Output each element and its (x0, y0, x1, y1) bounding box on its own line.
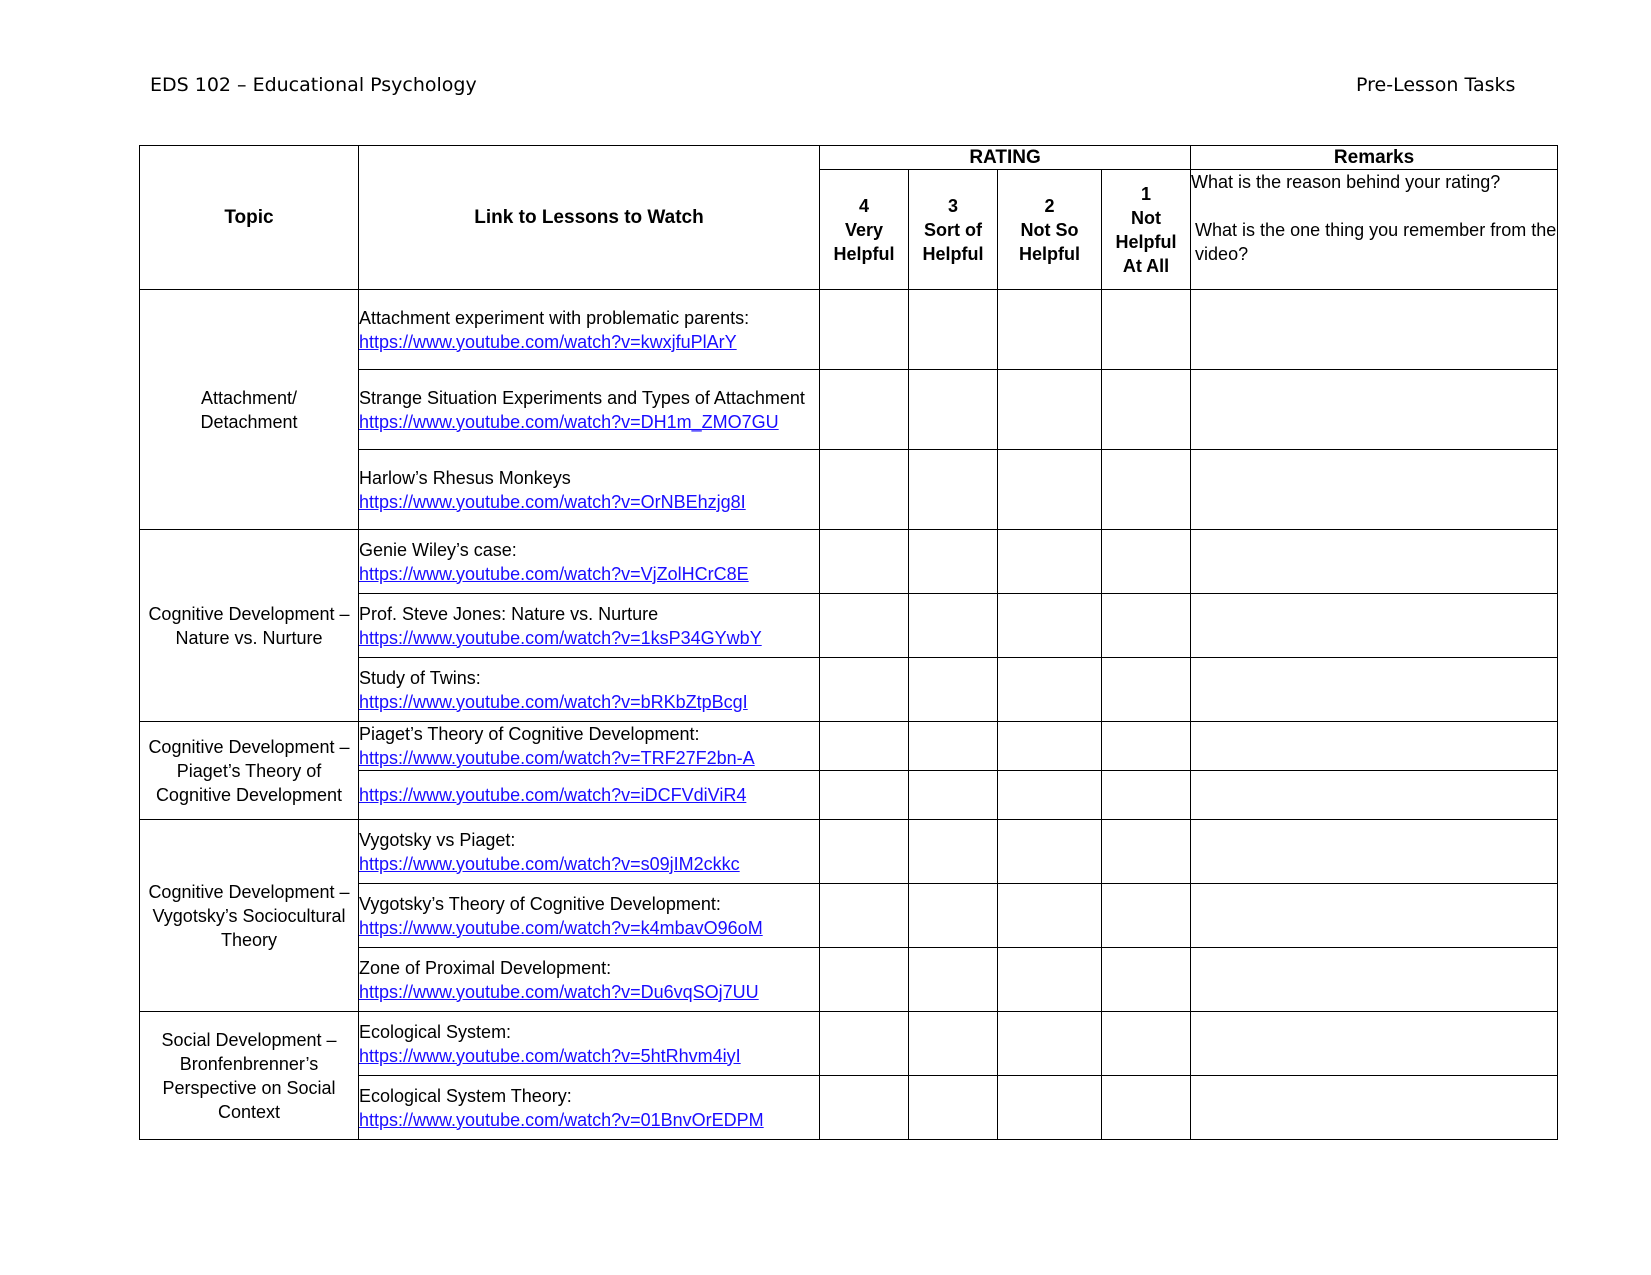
remarks-column-header: Remarks (1191, 146, 1558, 170)
remarks-cell[interactable] (1191, 1076, 1558, 1140)
lesson-cell: Attachment experiment with problematic parents: https://www.youtube.com/watch?v=kwxjfuPlArY (359, 290, 820, 370)
remarks-cell[interactable] (1191, 722, 1558, 771)
rating-cell[interactable] (998, 771, 1102, 820)
lesson-link[interactable]: https://www.youtube.com/watch?v=s09jIM2ckkc (359, 853, 740, 874)
rating-cell[interactable] (998, 884, 1102, 948)
lesson-cell (359, 771, 820, 820)
remarks-cell[interactable] (1191, 1012, 1558, 1076)
lesson-link[interactable]: https://www.youtube.com/watch?v=OrNBEhzjg8I (359, 491, 746, 512)
rating-cell[interactable] (820, 771, 909, 820)
rating-cell[interactable] (909, 948, 998, 1012)
table-row (140, 530, 1558, 594)
rating-cell[interactable] (820, 1012, 909, 1076)
rating-cell[interactable] (1102, 1076, 1191, 1140)
rating-cell[interactable] (998, 722, 1102, 771)
table-row (140, 820, 1558, 884)
lesson-cell: Study of Twins: https://www.youtube.com/watch?v=bRKbZtpBcgI (359, 658, 820, 722)
rating-cell[interactable] (1102, 820, 1191, 884)
rating-cell[interactable] (820, 658, 909, 722)
rating-cell[interactable] (909, 771, 998, 820)
rating-cell[interactable] (1102, 370, 1191, 450)
table-row (140, 1012, 1558, 1076)
rating-cell[interactable] (820, 1076, 909, 1140)
lesson-link[interactable]: https://www.youtube.com/watch?v=01BnvOrEDPM (359, 1109, 764, 1130)
rating-cell[interactable] (820, 450, 909, 530)
rating-cell[interactable] (1102, 290, 1191, 370)
table-row (140, 290, 1558, 370)
topic-cell: Social Development – Bronfenbrenner’s Perspective on Social Context (140, 1012, 359, 1140)
rating-cell[interactable] (909, 722, 998, 771)
lesson-link[interactable]: https://www.youtube.com/watch?v=5htRhvm4iyI (359, 1045, 741, 1066)
remarks-cell[interactable] (1191, 771, 1558, 820)
rating-cell[interactable] (998, 290, 1102, 370)
lesson-cell: Zone of Proximal Development: https://www.youtube.com/watch?v=Du6vqSOj7UU (359, 948, 820, 1012)
remarks-cell[interactable] (1191, 658, 1558, 722)
rating-cell[interactable] (998, 530, 1102, 594)
lesson-link[interactable]: https://www.youtube.com/watch?v=bRKbZtpBcgI (359, 691, 748, 712)
rating-cell[interactable] (1102, 658, 1191, 722)
rating-cell[interactable] (820, 370, 909, 450)
rating-cell[interactable] (820, 948, 909, 1012)
lesson-cell: Vygotsky’s Theory of Cognitive Development: https://www.youtube.com/watch?v=k4mbavO96oM (359, 884, 820, 948)
section-title: Pre-Lesson Tasks (1356, 74, 1516, 96)
rating-cell[interactable] (820, 530, 909, 594)
lesson-link[interactable]: https://www.youtube.com/watch?v=1ksP34GYwbY (359, 627, 762, 648)
rating-cell[interactable] (1102, 722, 1191, 771)
rating-4-header: 4 Very Helpful (820, 170, 909, 290)
remarks-cell[interactable] (1191, 530, 1558, 594)
rating-cell[interactable] (909, 370, 998, 450)
rating-cell[interactable] (909, 450, 998, 530)
remarks-cell[interactable] (1191, 594, 1558, 658)
rating-cell[interactable] (1102, 771, 1191, 820)
rating-cell[interactable] (1102, 948, 1191, 1012)
lesson-rating-table (139, 145, 1558, 1140)
link-column-header: Link to Lessons to Watch (359, 146, 820, 290)
lesson-link[interactable]: https://www.youtube.com/watch?v=DH1m_ZMO7GU (359, 411, 779, 432)
remarks-cell[interactable] (1191, 884, 1558, 948)
remarks-questions: What is the reason behind your rating? What is the one thing you remember from the video? (1191, 170, 1558, 290)
rating-cell[interactable] (820, 290, 909, 370)
rating-cell[interactable] (1102, 1012, 1191, 1076)
rating-cell[interactable] (909, 658, 998, 722)
lesson-cell: Ecological System Theory: https://www.youtube.com/watch?v=01BnvOrEDPM (359, 1076, 820, 1140)
lesson-link[interactable]: https://www.youtube.com/watch?v=iDCFVdiViR4 (359, 785, 747, 805)
rating-cell[interactable] (998, 370, 1102, 450)
rating-cell[interactable] (820, 884, 909, 948)
lesson-cell: Harlow’s Rhesus Monkeys https://www.youtube.com/watch?v=OrNBEhzjg8I (359, 450, 820, 530)
remarks-cell[interactable] (1191, 290, 1558, 370)
course-title: EDS 102 – Educational Psychology (150, 74, 477, 96)
lesson-link[interactable]: https://www.youtube.com/watch?v=k4mbavO96oM (359, 917, 763, 938)
lesson-cell: Piaget’s Theory of Cognitive Development: https://www.youtube.com/watch?v=TRF27F2bn-A (359, 722, 820, 771)
rating-cell[interactable] (820, 820, 909, 884)
rating-column-header: RATING (820, 146, 1191, 170)
rating-cell[interactable] (909, 530, 998, 594)
rating-cell[interactable] (909, 820, 998, 884)
lesson-cell: Strange Situation Experiments and Types of Attachment https://www.youtube.com/watch?v=DH1m_ZMO7GU (359, 370, 820, 450)
rating-cell[interactable] (998, 1012, 1102, 1076)
rating-2-header: 2 Not So Helpful (998, 170, 1102, 290)
rating-cell[interactable] (1102, 594, 1191, 658)
rating-cell[interactable] (820, 722, 909, 771)
lesson-link[interactable]: https://www.youtube.com/watch?v=kwxjfuPlArY (359, 331, 737, 352)
rating-cell[interactable] (909, 1076, 998, 1140)
lesson-link[interactable]: https://www.youtube.com/watch?v=Du6vqSOj7UU (359, 981, 759, 1002)
topic-column-header: Topic (140, 146, 359, 290)
remarks-cell[interactable] (1191, 948, 1558, 1012)
remarks-cell[interactable] (1191, 370, 1558, 450)
rating-cell[interactable] (998, 820, 1102, 884)
rating-cell[interactable] (998, 594, 1102, 658)
rating-cell[interactable] (909, 1012, 998, 1076)
rating-cell[interactable] (909, 594, 998, 658)
rating-cell[interactable] (1102, 884, 1191, 948)
topic-cell: Cognitive Development – Vygotsky’s Sociocultural Theory (140, 820, 359, 1012)
lesson-link[interactable]: https://www.youtube.com/watch?v=TRF27F2bn-A (359, 748, 755, 768)
rating-cell[interactable] (998, 658, 1102, 722)
remarks-cell[interactable] (1191, 450, 1558, 530)
rating-3-header: 3 Sort of Helpful (909, 170, 998, 290)
rating-cell[interactable] (820, 594, 909, 658)
lesson-cell: Ecological System: https://www.youtube.com/watch?v=5htRhvm4iyI (359, 1012, 820, 1076)
table-row (140, 722, 1558, 771)
rating-cell[interactable] (998, 1076, 1102, 1140)
lesson-cell: Prof. Steve Jones: Nature vs. Nurture https://www.youtube.com/watch?v=1ksP34GYwbY (359, 594, 820, 658)
remarks-cell[interactable] (1191, 820, 1558, 884)
rating-1-header: 1 Not Helpful At All (1102, 170, 1191, 290)
rating-cell[interactable] (909, 290, 998, 370)
lesson-cell: Genie Wiley’s case: https://www.youtube.com/watch?v=VjZolHCrC8E (359, 530, 820, 594)
topic-cell: Attachment/ Detachment (140, 290, 359, 530)
rating-cell[interactable] (1102, 450, 1191, 530)
rating-cell[interactable] (998, 450, 1102, 530)
rating-cell[interactable] (1102, 530, 1191, 594)
topic-cell: Cognitive Development – Piaget’s Theory of Cognitive Development (140, 722, 359, 820)
rating-cell[interactable] (909, 884, 998, 948)
topic-cell: Cognitive Development – Nature vs. Nurture (140, 530, 359, 722)
rating-cell[interactable] (998, 948, 1102, 1012)
lesson-cell: Vygotsky vs Piaget: https://www.youtube.com/watch?v=s09jIM2ckkc (359, 820, 820, 884)
lesson-link[interactable]: https://www.youtube.com/watch?v=VjZolHCrC8E (359, 563, 749, 584)
